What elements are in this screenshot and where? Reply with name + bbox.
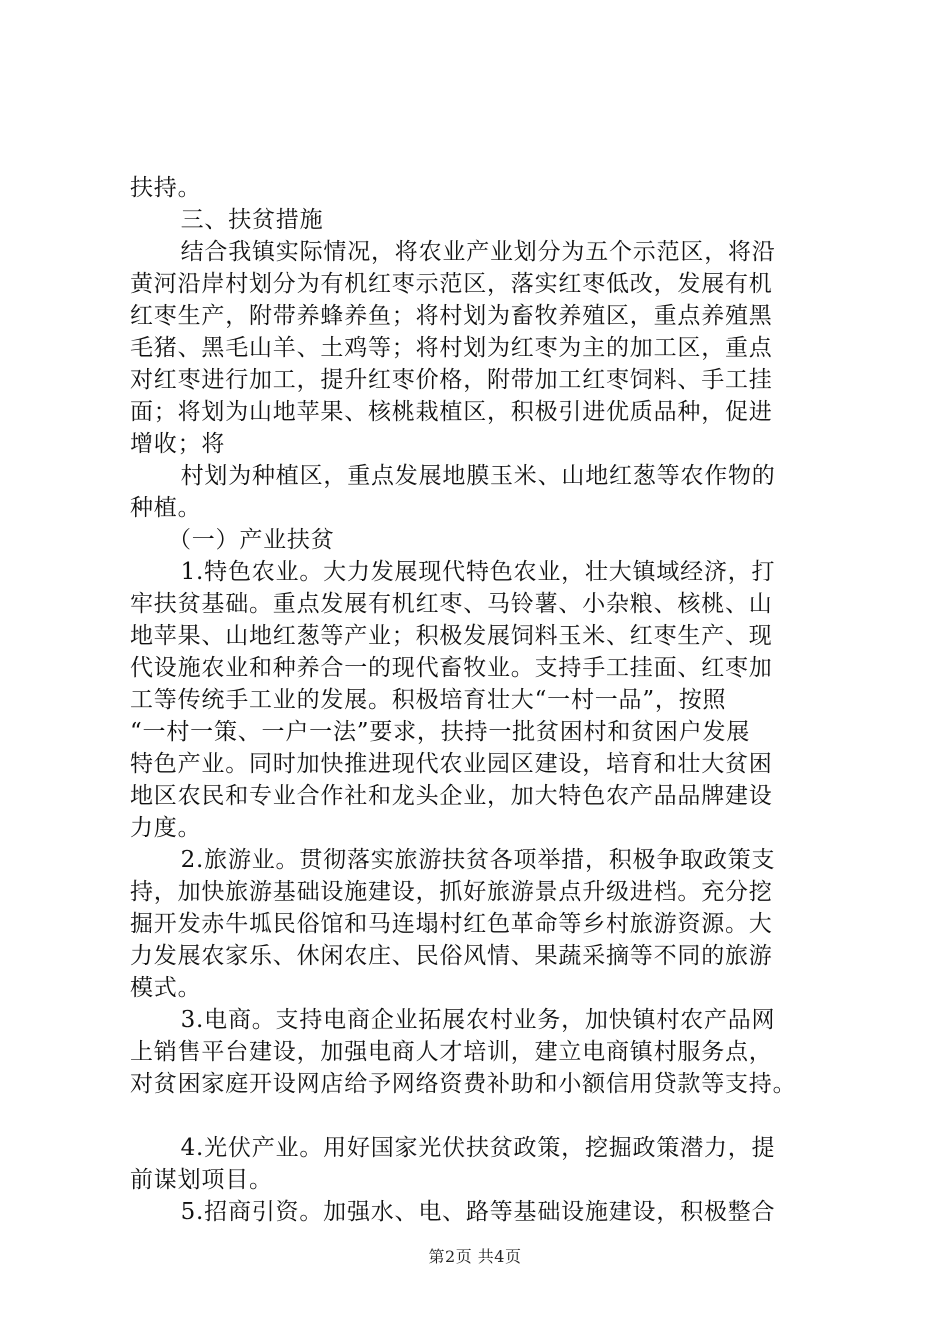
text-line: 上销售平台建设，加强电商人才培训，建立电商镇村服务点， bbox=[130, 1039, 773, 1065]
text-line: 对红枣进行加工，提升红枣价格，附带加工红枣饲料、手工挂 bbox=[130, 367, 773, 393]
text-line: 4.光伏产业。用好国家光伏扶贫政策，挖掘政策潜力，提 bbox=[180, 1135, 776, 1161]
text-line: 黄河沿岸村划分为有机红枣示范区，落实红枣低改，发展有机 bbox=[130, 271, 773, 297]
text-line: 代设施农业和种养合一的现代畜牧业。支持手工挂面、红枣加 bbox=[130, 655, 773, 681]
text-line: “一村一策、一户一法”要求，扶持一批贫困村和贫困户发展 bbox=[130, 719, 751, 745]
text-line: 特色产业。同时加快推进现代农业园区建设，培育和壮大贫困 bbox=[130, 751, 773, 777]
text-line: 工等传统手工业的发展。积极培育壮大“一村一品”，按照 bbox=[130, 687, 727, 713]
text-line: 结合我镇实际情况，将农业产业划分为五个示范区，将沿 bbox=[180, 239, 776, 265]
text-line: 掘开发赤牛坬民俗馆和马连塌村红色革命等乡村旅游资源。大 bbox=[130, 911, 773, 937]
text-line: 地区农民和专业合作社和龙头企业，加大特色农产品品牌建设 bbox=[130, 783, 773, 809]
text-line: 红枣生产，附带养蜂养鱼；将村划为畜牧养殖区，重点养殖黑 bbox=[130, 303, 773, 329]
text-line: 三、扶贫措施 bbox=[180, 207, 324, 233]
text-line: 模式。 bbox=[130, 975, 202, 1001]
text-line: 牢扶贫基础。重点发展有机红枣、马铃薯、小杂粮、核桃、山 bbox=[130, 591, 773, 617]
page-footer: 第2页 共4页 bbox=[428, 1247, 522, 1266]
text-line: 前谋划项目。 bbox=[130, 1167, 273, 1193]
text-line: 毛猪、黑毛山羊、土鸡等；将村划为红枣为主的加工区，重点 bbox=[130, 335, 773, 361]
text-line: 面；将划为山地苹果、核桃栽植区，积极引进优质品种，促进 bbox=[130, 399, 773, 425]
text-line: 3.电商。支持电商企业拓展农村业务，加快镇村农产品网 bbox=[180, 1007, 776, 1033]
text-line: （一）产业扶贫 bbox=[167, 527, 335, 553]
text-line: 对贫困家庭开设网店给予网络资费补助和小额信用贷款等支持。 bbox=[130, 1071, 797, 1097]
text-line: 村划为种植区，重点发展地膜玉米、山地红葱等农作物的 bbox=[180, 463, 776, 489]
text-line: 增收；将 bbox=[130, 431, 226, 457]
text-line: 地苹果、山地红葱等产业；积极发展饲料玉米、红枣生产、现 bbox=[130, 623, 773, 649]
text-line: 1.特色农业。大力发展现代特色农业，壮大镇域经济，打 bbox=[180, 559, 776, 585]
text-line: 力发展农家乐、休闲农庄、民俗风情、果蔬采摘等不同的旅游 bbox=[130, 943, 773, 969]
text-line: 种植。 bbox=[130, 495, 202, 521]
text-line: 力度。 bbox=[130, 815, 202, 841]
document-body bbox=[130, 172, 860, 1228]
text-line: 2.旅游业。贯彻落实旅游扶贫各项举措，积极争取政策支 bbox=[180, 847, 776, 873]
text-line: 5.招商引资。加强水、电、路等基础设施建设，积极整合 bbox=[180, 1199, 776, 1225]
blank-line bbox=[130, 1100, 860, 1132]
text-line: 持，加快旅游基础设施建设，抓好旅游景点升级进档。充分挖 bbox=[130, 879, 773, 905]
text-line: 扶持。 bbox=[130, 175, 202, 201]
